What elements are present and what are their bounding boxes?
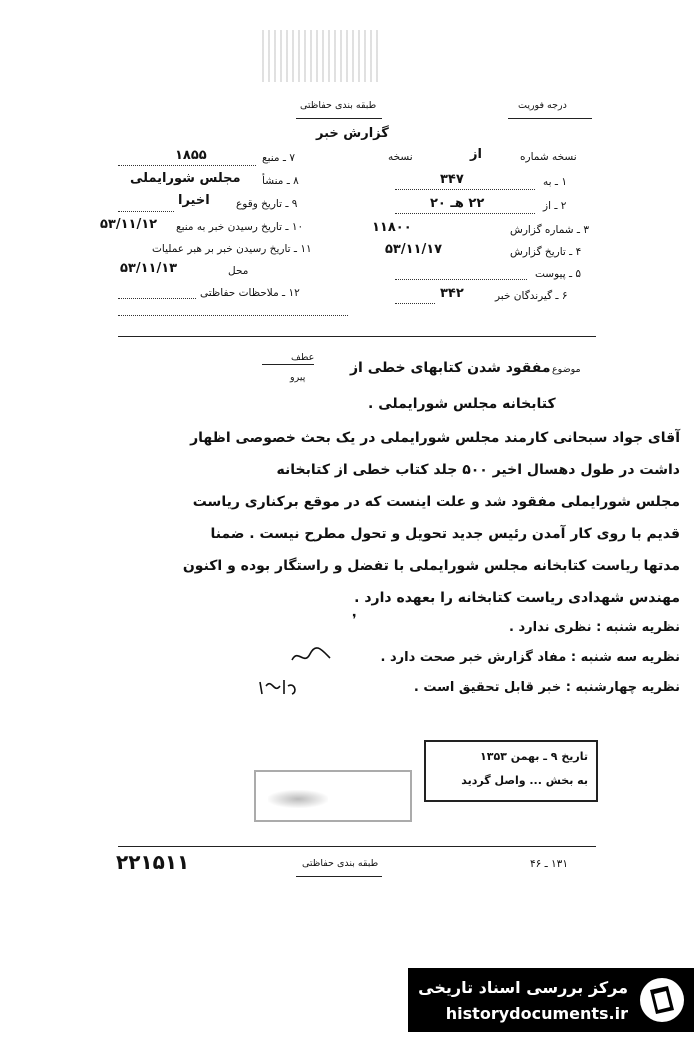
comment-saturday: نظریه شنبه : نظری ندارد . [509,620,680,635]
subject-line-1: مفقود شدن کتابهای خطی از [350,360,551,376]
stamp-line-2: به بخش ... واصل گردید [461,774,588,787]
field-to-value: ۳۴۷ [440,172,464,187]
watermark-title: مرکز بررسی اسناد تاریخی [418,978,628,997]
field-occurrence-date-value: اخیرا [178,193,210,208]
field-report-date-value: ۵۳/۱۱/۱۷ [385,242,443,257]
body-line-1: آقای جواد سبحانی کارمند مجلس شورایملی در یک بحث خصوصی اظهار [190,430,680,446]
faint-stamp-smudge [268,790,328,808]
field-arrival-to-source-value: ۵۳/۱۱/۱۲ [100,217,158,232]
footer-handwritten-number: ۲۲۱۵۱۱ [116,850,190,874]
body-line-2: داشت در طول دهسال اخیر ۵۰۰ جلد کتاب خطی از کتابخانه [276,462,680,478]
subject-label: موضوع [552,364,581,375]
body-line-6: مهندس شهدادی ریاست کتابخانه را بعهده دارد . [354,590,680,606]
field-recipients-value: ۳۴۲ [440,286,464,301]
top-classification-label: طبقه بندی حفاظتی [300,100,377,111]
field-report-number-label: ۳ ـ شماره گزارش [510,224,589,236]
body-line-5: مدتها ریاست کتابخانه مجلس شورایملی با تفضل و راستگار بوده و اکنون [182,558,680,574]
top-classification-line [296,118,382,119]
watermark-banner [408,968,694,1032]
footer-divider [118,846,596,847]
field-report-number-value: ۱۱۸۰۰ [372,220,412,235]
subject-line-2: کتابخانه مجلس شورایملی . [368,396,556,412]
priority-label: درجه فوریت [518,100,567,111]
field-from-value: ۲۲ هـ ۲۰ [430,196,485,211]
peyro-label: پیرو [290,372,306,383]
field-arrival-to-ops-label: ۱۱ ـ تاریخ رسیدن خبر بر هبر عملیات [152,243,312,255]
signature-scribble-1 [290,646,332,668]
field-origin-value: مجلس شورایملی [130,171,241,186]
atf-label: عطف [291,352,315,363]
field-occurrence-date-label: ۹ ـ تاریخ وقوع [236,198,298,210]
footer-classification: طبقه بندی حفاظتی [302,858,379,869]
receipt-stamp [424,740,598,802]
field-report-date-label: ۴ ـ تاریخ گزارش [510,246,582,258]
field-origin-label: ۸ ـ منشأ [262,175,299,187]
copy-number-of: از [470,147,482,162]
top-stamp-smudge [258,30,378,82]
field-arrival-to-source-label: ۱۰ ـ تاریخ رسیدن خبر به منبع [176,221,304,233]
field-recipients-label: ۶ ـ گیرندگان خبر [495,290,568,302]
archive-logo-icon [638,976,686,1024]
copy-number-label: نسخه شماره [520,151,577,163]
field-from-label: ۲ ـ از [543,200,567,212]
field-place-label: محل [228,265,249,277]
body-line-3: مجلس شورایملی مفقود شد و علت اینست که در موقع برکناری ریاست [192,494,680,510]
field-source-value: ۱۸۵۵ [175,148,207,163]
footer-form-code: ۱۳۱ ـ ۴۶ [530,858,568,870]
copy-number-suffix: نسخه [388,151,413,163]
field-attachment-label: ۵ ـ پیوست [535,268,582,280]
field-place-value: ۵۳/۱۱/۱۳ [120,261,178,276]
field-to-label: ۱ ـ به [543,176,567,188]
field-source-label: ۷ ـ منبع [262,152,295,164]
signature-scribble-2 [256,676,300,698]
signature-mark-1: ❜ [352,612,357,628]
comment-tuesday: نظریه سه شنبه : مفاد گزارش خبر صحت دارد . [380,650,680,665]
form-title: گزارش خبر [316,126,389,141]
body-line-4: قدیم با روی کار آمدن رئیس جدید تحویل و تحول مطرح نیست . ضمنا [210,526,680,542]
header-divider [118,336,596,337]
priority-line [508,118,592,119]
comment-wednesday: نظریه چهارشنبه : خبر قابل تحقیق است . [413,680,680,695]
watermark-url: historydocuments.ir [445,1004,628,1023]
field-security-notes-label: ۱۲ ـ ملاحظات حفاظتی [200,287,300,299]
stamp-line-1: تاریخ ۹ ـ بهمن ۱۳۵۳ [480,750,588,763]
